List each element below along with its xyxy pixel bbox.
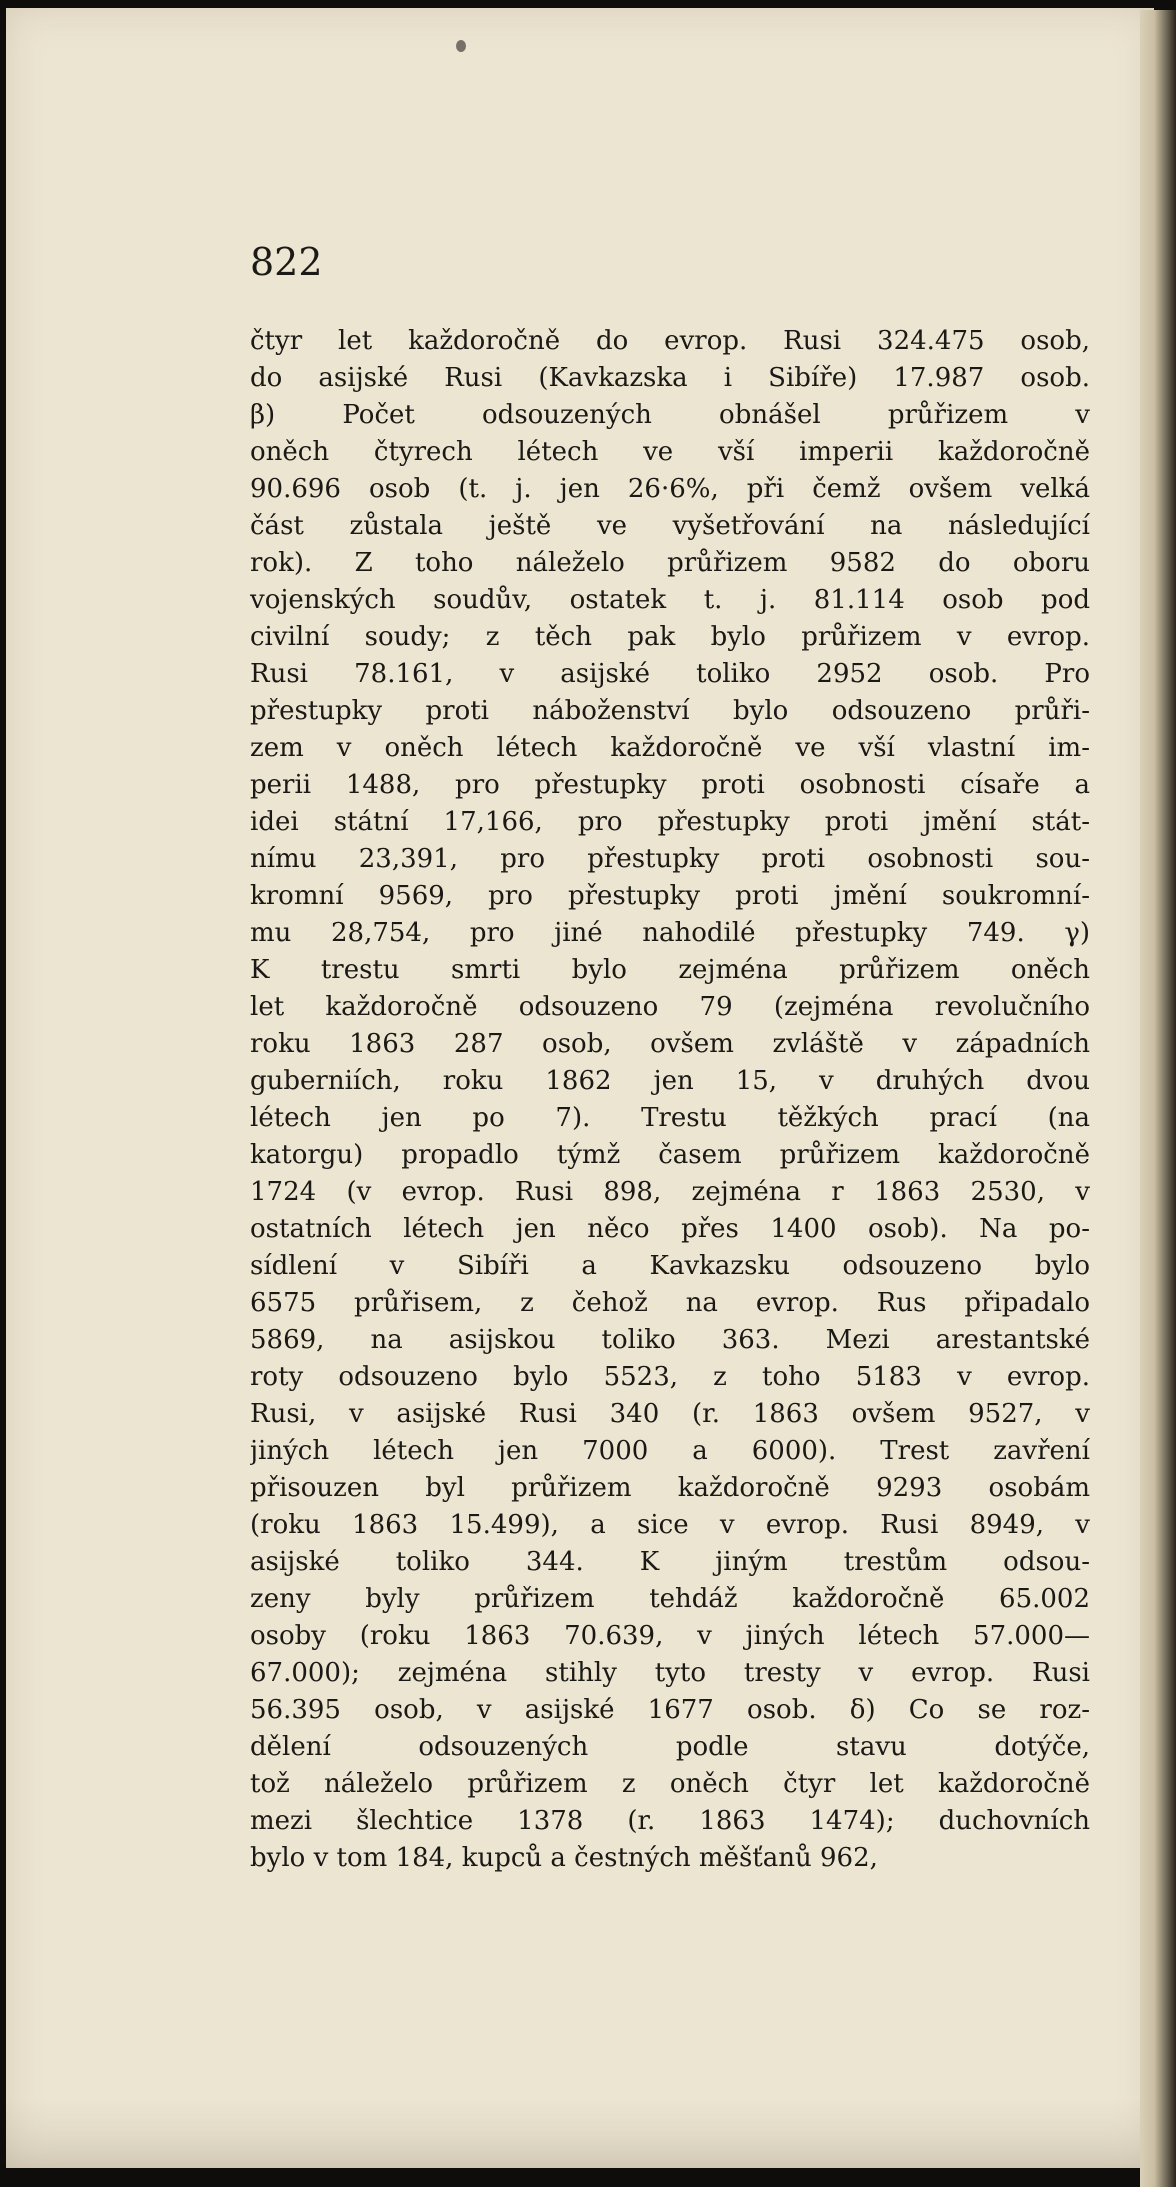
page-number: 822 (250, 240, 323, 284)
text-line: přestupky proti náboženství bylo odsouzeno průři- (250, 696, 1090, 726)
text-line: přisouzen byl průřizem každoročně 9293 osobám (250, 1473, 1090, 1503)
ink-spot (456, 40, 466, 52)
text-line: jiných létech jen 7000 a 6000). Trest zavření (250, 1436, 1090, 1466)
text-line: část zůstala ještě ve vyšetřování na následující (250, 511, 1090, 541)
text-line: K trestu smrti bylo zejména průřizem oněch (250, 955, 1090, 985)
text-line: idei státní 17,166, pro přestupky proti jmění stát- (250, 807, 1090, 837)
page-shadow (6, 2098, 1154, 2168)
text-line: 6575 průřisem, z čehož na evrop. Rus připadalo (250, 1288, 1090, 1318)
text-line: mezi šlechtice 1378 (r. 1863 1474); duchovních (250, 1806, 1090, 1836)
text-line: oněch čtyrech létech ve vší imperii každoročně (250, 437, 1090, 467)
text-line: ostatních létech jen něco přes 1400 osob). Na po- (250, 1214, 1090, 1244)
text-line: katorgu) propadlo týmž časem průřizem každoročně (250, 1140, 1090, 1170)
text-line: β) Počet odsouzených obnášel průřizem v (250, 400, 1090, 430)
text-line: tož náleželo průřizem z oněch čtyr let každoročně (250, 1769, 1090, 1799)
text-line: 56.395 osob, v asijské 1677 osob. δ) Co se roz- (250, 1695, 1090, 1725)
text-line: kromní 9569, pro přestupky proti jmění soukromní- (250, 881, 1090, 911)
text-line: Rusi, v asijské Rusi 340 (r. 1863 ovšem 9527, v (250, 1399, 1090, 1429)
text-line: sídlení v Sibíři a Kavkazsku odsouzeno bylo (250, 1251, 1090, 1281)
text-line: létech jen po 7). Trestu těžkých prací (na (250, 1103, 1090, 1133)
text-line: Rusi 78.161, v asijské toliko 2952 osob. Pro (250, 659, 1090, 689)
text-line: civilní soudy; z těch pak bylo průřizem v evrop. (250, 622, 1090, 652)
text-line: 67.000); zejména stihly tyto tresty v evrop. Rusi (250, 1658, 1090, 1688)
text-line: mu 28,754, pro jiné nahodilé přestupky 749. γ) (250, 918, 1090, 948)
text-line: nímu 23,391, pro přestupky proti osobnosti sou- (250, 844, 1090, 874)
text-line: zem v oněch létech každoročně ve vší vlastní im- (250, 733, 1090, 763)
text-line: čtyr let každoročně do evrop. Rusi 324.475 osob, (250, 326, 1090, 356)
text-line: vojenských soudův, ostatek t. j. 81.114 osob pod (250, 585, 1090, 615)
text-line: asijské toliko 344. K jiným trestům odsou- (250, 1547, 1090, 1577)
text-line: dělení odsouzených podle stavu dotýče, (250, 1732, 1090, 1762)
text-line: roku 1863 287 osob, ovšem zvláště v západních (250, 1029, 1090, 1059)
text-line: guberniích, roku 1862 jen 15, v druhých dvou (250, 1066, 1090, 1096)
text-line: 1724 (v evrop. Rusi 898, zejména r 1863 2530, v (250, 1177, 1090, 1207)
page-edge (1140, 10, 1176, 2187)
text-line: roty odsouzeno bylo 5523, z toho 5183 v evrop. (250, 1362, 1090, 1392)
body-text (250, 323, 1090, 1877)
text-line: let každoročně odsouzeno 79 (zejména revolučního (250, 992, 1090, 1022)
text-line: osoby (roku 1863 70.639, v jiných létech 57.000— (250, 1621, 1090, 1651)
text-line: rok). Z toho náleželo průřizem 9582 do oboru (250, 548, 1090, 578)
text-line: 90.696 osob (t. j. jen 26·6%, při čemž ovšem velká (250, 474, 1090, 504)
text-line: perii 1488, pro přestupky proti osobnosti císaře a (250, 770, 1090, 800)
text-line: (roku 1863 15.499), a sice v evrop. Rusi 8949, v (250, 1510, 1090, 1540)
text-line: bylo v tom 184, kupců a čestných měšťanů 962, (250, 1843, 878, 1873)
text-line: zeny byly průřizem tehdáž každoročně 65.002 (250, 1584, 1090, 1614)
text-line: do asijské Rusi (Kavkazska i Sibíře) 17.987 osob. (250, 363, 1090, 393)
text-line: 5869, na asijskou toliko 363. Mezi arestantské (250, 1325, 1090, 1355)
